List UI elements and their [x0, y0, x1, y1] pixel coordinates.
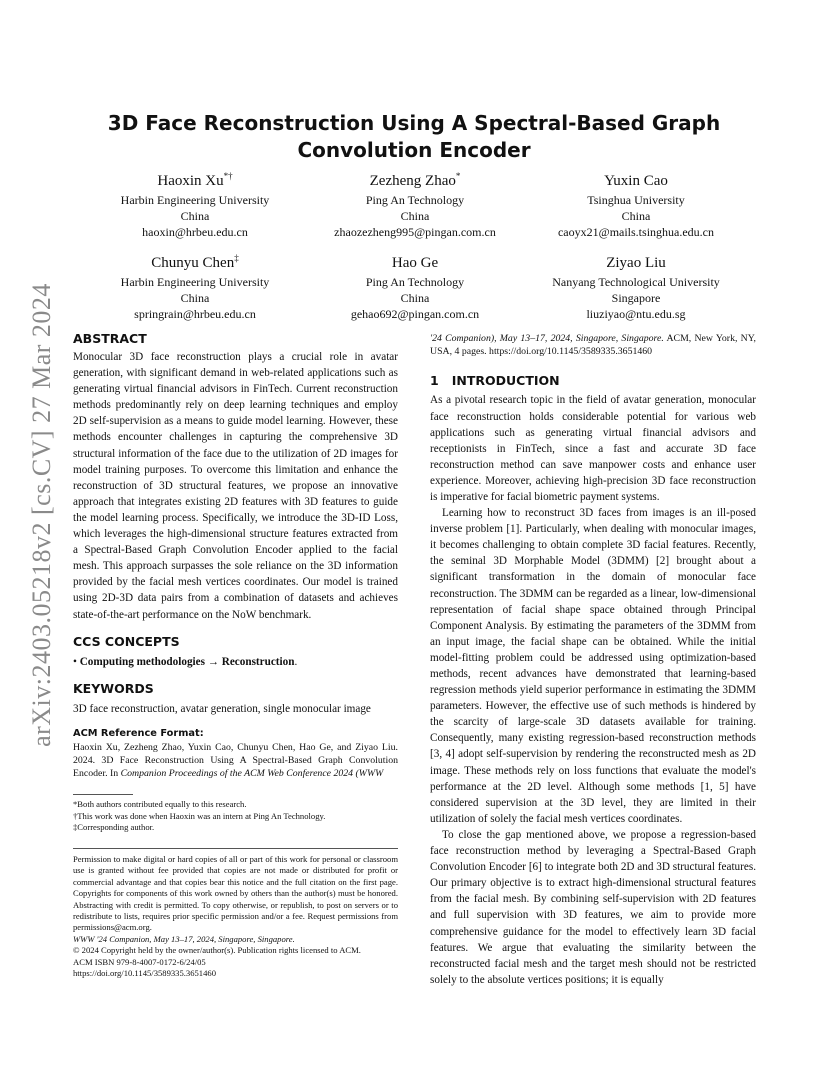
footnotes — [73, 799, 398, 834]
acm-ref-heading: ACM Reference Format: — [73, 727, 204, 739]
permission-venue: WWW '24 Companion, May 13–17, 2024, Singapore, Singapore. — [73, 933, 295, 944]
footnote-rule — [73, 794, 133, 795]
author-affiliation: Tsinghua University — [587, 193, 685, 207]
permission-block — [73, 854, 398, 979]
footnote: †This work was done when Haoxin was an intern at Ping An Technology. — [73, 810, 326, 821]
author-email: liuziyao@ntu.edu.sg — [586, 307, 686, 321]
acm-ref-plain: Haoxin Xu, Zezheng Zhao, Yuxin Cao, Chunyu Chen, Hao Ge, and Ziyao Liu. 2024. 3D Face Reconstruction Using A Spectral-Based Graph Convolution Encoder. In — [73, 741, 398, 780]
author-affiliation: Nanyang Technological University — [552, 275, 720, 289]
author-affiliation: Ping An Technology — [365, 193, 465, 207]
author-name: Chunyu Chen — [151, 255, 235, 271]
keywords-heading: KEYWORDS — [73, 680, 154, 696]
author-name: Zezheng Zhao — [369, 173, 456, 189]
author-name: Yuxin Cao — [604, 173, 668, 189]
ccs-concepts — [73, 654, 398, 670]
author-block — [75, 254, 315, 322]
author-country: Singapore — [611, 291, 661, 305]
right-column — [430, 333, 756, 988]
acm-ref-tail: ACM, New York, NY, USA, 4 pages. https://doi.org/10.1145/3589335.3651460 — [430, 333, 756, 358]
intro-paragraph: Learning how to reconstruct 3D faces from images is an ill-posed inverse problem [1]. Particularly, when dealing with monocular images, it becomes challenging to obtain complete 3D facial features. Recently, the seminal 3D Morphable Model (3DMM) [2] brought about a significant transformation in the domain of monocular face reconstruction. The 3DMM can be regarded as a linear, low-dimensional representation of facial shape space obtained through Principal Component Analysis. By estimating the parameters of the 3DMM from an input image, the facial shape can be obtained. While the initial model-fitting problem could be addressed using optimization-based methods, recent advances have demonstrated that learning-based regression methods yield superior performance in estimating the 3DMM parameters. However, the effective use of such methods is hindered by the scarcity of large-scale 3D datasets available for training. Consequently, many existing regression-based reconstruction methods [3, 4] adopt self-supervision by rendering the reconstructed mesh as 2D image. These methods rely on loss functions that evaluate the model's performance at the 2D level. Although some methods [1, 5] have considered supervision at the 3D level, they are limited in their utilization of solely the facial mesh vertices coordinates. — [430, 507, 756, 825]
author-country: China — [180, 291, 210, 305]
ccs-period: . — [294, 655, 298, 668]
author-email: haoxin@hrbeu.edu.cn — [142, 225, 248, 239]
permission-text: Permission to make digital or hard copies of all or part of this work for personal or classroom use is granted without fee provided that copies are not made or distributed for profit or commercial advantage and that copies bear this notice and the full citation on the first page. Copyrights for components of this work owned by others than the author(s) must be honored. Abstracting with credit is permitted. To copy otherwise, or republish, to post on servers or to redistribute to lists, requires prior specific permission and/or a fee. Request permissions from permissions@acm.org. — [73, 853, 398, 933]
author-marks: * — [455, 171, 461, 181]
author-block — [295, 172, 535, 240]
author-marks: *† — [223, 171, 233, 181]
author-block — [75, 172, 315, 240]
author-name: Haoxin Xu — [157, 173, 224, 189]
acm-ref-venue-visible: Companion Proceedings of the ACM Web Conference 2024 (WWW — [120, 768, 384, 780]
author-email: gehao692@pingan.com.cn — [350, 307, 480, 321]
author-block — [516, 172, 756, 240]
acm-ref-text — [73, 741, 398, 781]
author-block — [295, 254, 535, 322]
author-email: zhaozezheng995@pingan.com.cn — [334, 225, 496, 239]
paper-title: 3D Face Reconstruction Using A Spectral-Based Graph Convolution Encoder — [107, 111, 721, 162]
author-email: springrain@hrbeu.edu.cn — [134, 307, 256, 321]
author-country: China — [180, 209, 210, 223]
author-email: caoyx21@mails.tsinghua.edu.cn — [557, 225, 715, 239]
ccs-subconcept: Reconstruction — [221, 655, 295, 668]
footnote: ‡Corresponding author. — [73, 822, 155, 833]
author-country: China — [621, 209, 651, 223]
permission-rule — [73, 848, 398, 849]
intro-paragraph: As a pivotal research topic in the field of avatar generation, monocular face reconstruction holds considerable potential for various web applications such as generating virtual financial advisors and receptionists in FinTech, since a fast and accurate 3D face reconstruction method can save manpower costs and enhance user experience. Moreover, achieving high-precision 3D face reconstruction is imperative for facial biometric payment systems. — [430, 394, 756, 503]
arxiv-stamp — [22, 265, 62, 765]
ccs-concept: Computing methodologies — [79, 655, 205, 668]
author-country: China — [400, 291, 430, 305]
ccs-bullet: • — [73, 655, 77, 668]
abstract-text: Monocular 3D face reconstruction plays a crucial role in avatar generation, with significant demand in web-related applications such as generating virtual financial advisors in FinTech. Current reconstruction methods predominantly rely on deep learning techniques and employ 2D self-supervision as a means to guide model learning. However, these methods encounter challenges in capturing the comprehensive 3D structural information of the face due to the utilization of 2D images for model training purposes. To overcome this limitation and enhance the reconstruction of 3D structural features, we propose an innovative approach that integrates existing 2D features with 3D features to guide the model learning process. Specifically, we introduce the 3D-ID Loss, which leverages the high-dimensional structure features extracted from a Spectral-Based Graph Convolution Encoder applied to the facial mesh. This approach surpasses the sole reliance on the 3D information provided by the facial mesh vertices coordinates. Our model is trained using 2D-3D data pairs from a combination of datasets and achieves state-of-the-art performance on the NoW benchmark. — [73, 351, 398, 621]
intro-paragraph: To close the gap mentioned above, we propose a regression-based face reconstruction method by leveraging a Spectral-Based Graph Convolution Encoder [6] to integrate both 2D and 3D structural features. Our primary objective is to extract high-dimensional structural features from the facial mesh. By combining self-supervision with 2D features and full supervision with 3D features, we aim to provide more comprehensive guidance for the model to effectively learn 3D facial features. We argue that evaluating the similarity between the reconstructed facial mesh and the target mesh should not be restricted solely to the absolute vertices positions; it is equally — [430, 828, 756, 986]
permission-doi: https://doi.org/10.1145/3589335.3651460 — [73, 967, 216, 978]
permission-copyright: © 2024 Copyright held by the owner/author(s). Publication rights licensed to ACM. — [73, 945, 361, 956]
left-column — [73, 330, 398, 979]
author-affiliation: Harbin Engineering University — [120, 193, 270, 207]
permission-isbn: ACM ISBN 979-8-4007-0172-6/24/05 — [73, 956, 206, 967]
arxiv-id: arXiv:2403.05218v2 [cs.CV] 27 Mar 2024 — [27, 283, 56, 747]
acm-ref-continued: '24 Companion), May 13–17, 2024, Singapore, Singapore. ACM, New York, NY, USA, 4 pages. https://doi.org/10.1145/3589335.3651460 — [430, 333, 756, 358]
ccs-heading: CCS CONCEPTS — [73, 633, 180, 649]
author-marks: ‡ — [234, 253, 239, 263]
author-affiliation: Ping An Technology — [365, 275, 465, 289]
author-block — [516, 254, 756, 322]
introduction-heading: 1 INTRODUCTION — [430, 373, 560, 389]
abstract-heading: ABSTRACT — [73, 331, 147, 346]
footnote: *Both authors contributed equally to this research. — [73, 799, 247, 810]
keywords-text: 3D face reconstruction, avatar generation, single monocular image — [73, 702, 371, 715]
author-name: Hao Ge — [391, 255, 439, 271]
author-country: China — [400, 209, 430, 223]
author-affiliation: Harbin Engineering University — [120, 275, 270, 289]
author-name: Ziyao Liu — [606, 255, 666, 271]
ccs-arrow: → — [207, 655, 219, 668]
